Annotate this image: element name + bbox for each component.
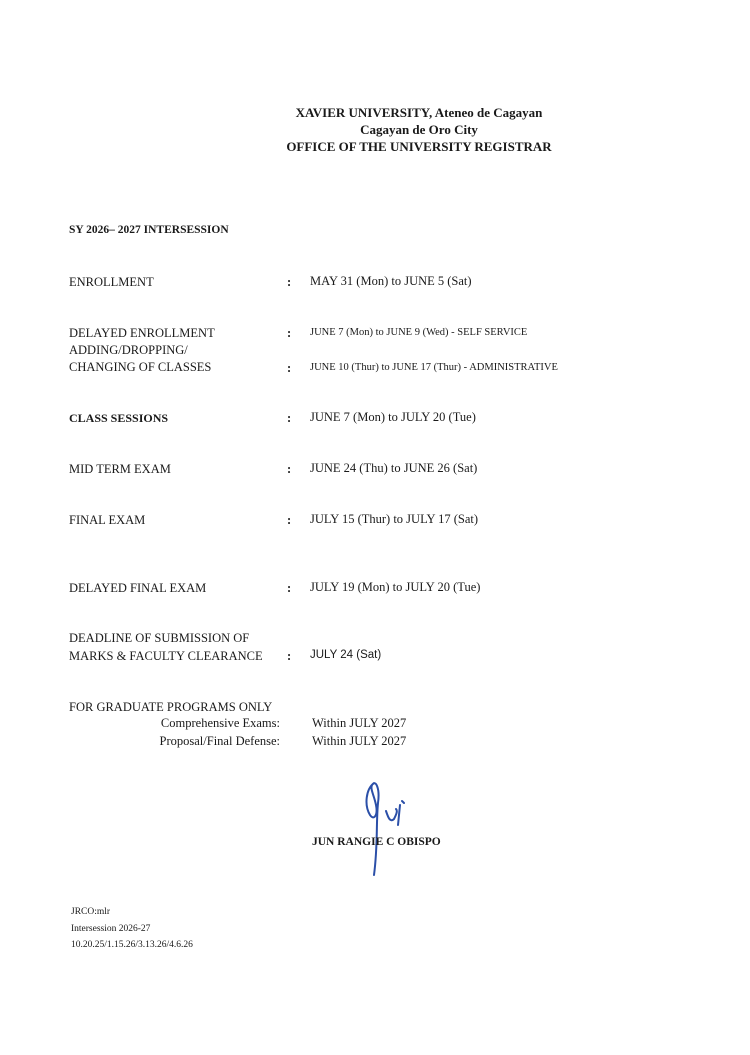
deadline-label-2: MARKS & FACULTY CLEARANCE bbox=[69, 649, 263, 663]
delayed-enrollment-label: DELAYED ENROLLMENT bbox=[69, 326, 215, 340]
signature-icon bbox=[352, 775, 422, 885]
delayed-colon-1: : bbox=[287, 326, 292, 340]
class-sessions-label: CLASS SESSIONS bbox=[69, 411, 169, 425]
footer-initials: JRCO:mlr bbox=[71, 907, 111, 917]
adding-dropping-label: ADDING/DROPPING/ bbox=[69, 343, 188, 357]
section-title: SY 2026– 2027 INTERSESSION bbox=[69, 224, 229, 236]
class-sessions-colon: : bbox=[287, 411, 292, 425]
delayed-final-colon: : bbox=[287, 581, 292, 595]
defense-label: Proposal/Final Defense: bbox=[159, 734, 280, 748]
defense-value: Within JULY 2027 bbox=[312, 734, 407, 748]
comprehensive-label: Comprehensive Exams: bbox=[160, 716, 280, 730]
midterm-value: JUNE 24 (Thu) to JUNE 26 (Sat) bbox=[310, 461, 478, 475]
midterm-label: MID TERM EXAM bbox=[69, 462, 171, 476]
midterm-colon: : bbox=[287, 462, 292, 476]
delayed-final-label: DELAYED FINAL EXAM bbox=[69, 581, 207, 595]
final-exam-label: FINAL EXAM bbox=[69, 513, 146, 527]
administrative-value: JUNE 10 (Thur) to JUNE 17 (Thur) - ADMINISTRATIVE bbox=[310, 362, 558, 373]
deadline-label-1: DEADLINE OF SUBMISSION OF bbox=[69, 631, 250, 645]
signatory-name: JUN RANGIE C OBISPO bbox=[312, 836, 441, 848]
enrollment-value: MAY 31 (Mon) to JUNE 5 (Sat) bbox=[310, 274, 472, 288]
changing-classes-label: CHANGING OF CLASSES bbox=[69, 360, 212, 374]
university-city: Cagayan de Oro City bbox=[360, 122, 478, 137]
footer-reference: Intersession 2026-27 bbox=[71, 924, 151, 934]
final-exam-colon: : bbox=[287, 513, 292, 527]
delayed-final-value: JULY 19 (Mon) to JULY 20 (Tue) bbox=[310, 580, 481, 594]
enrollment-label: ENROLLMENT bbox=[69, 275, 154, 289]
document-header bbox=[0, 104, 750, 155]
graduate-title: FOR GRADUATE PROGRAMS ONLY bbox=[69, 700, 273, 714]
university-name: XAVIER UNIVERSITY, Ateneo de Cagayan bbox=[295, 105, 543, 120]
footer-revisions: 10.20.25/1.15.26/3.13.26/4.6.26 bbox=[71, 940, 193, 950]
deadline-colon: : bbox=[287, 649, 292, 663]
comprehensive-value: Within JULY 2027 bbox=[312, 716, 407, 730]
self-service-value: JUNE 7 (Mon) to JUNE 9 (Wed) - SELF SERVICE bbox=[310, 327, 528, 338]
deadline-value: JULY 24 (Sat) bbox=[310, 649, 382, 661]
enrollment-colon: : bbox=[287, 275, 292, 289]
delayed-colon-2: : bbox=[287, 361, 292, 375]
class-sessions-value: JUNE 7 (Mon) to JULY 20 (Tue) bbox=[310, 410, 476, 424]
final-exam-value: JULY 15 (Thur) to JULY 17 (Sat) bbox=[310, 512, 479, 526]
office-name: OFFICE OF THE UNIVERSITY REGISTRAR bbox=[286, 139, 552, 154]
